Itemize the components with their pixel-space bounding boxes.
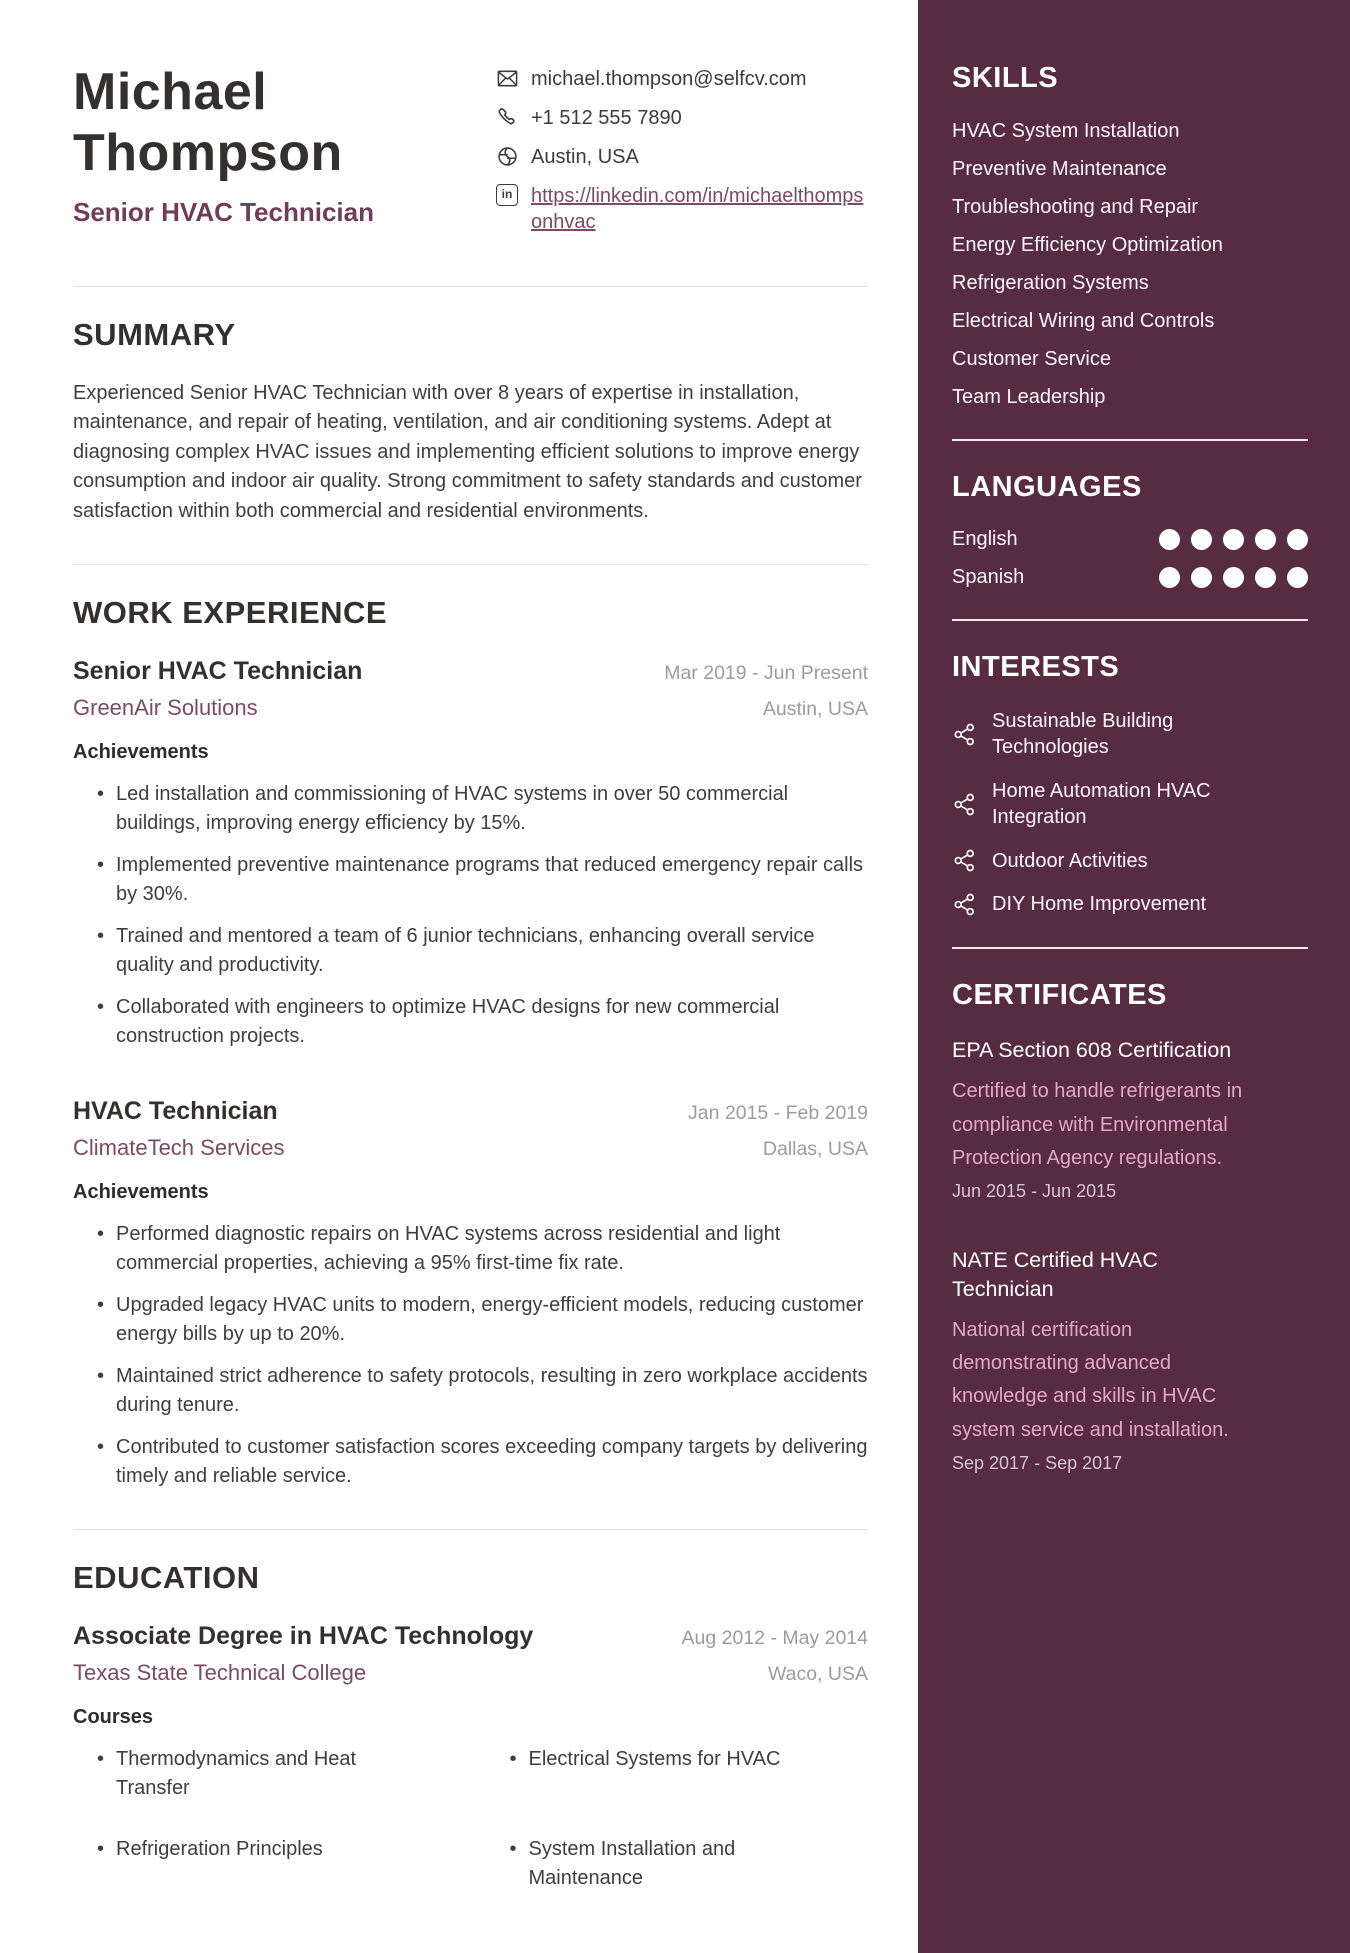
certificate-description: National certification demonstrating advanced knowledge and skills in HVAC system service and installation. [952, 1318, 1229, 1441]
interest-item [952, 778, 1308, 831]
summary-heading: SUMMARY [73, 317, 236, 352]
work-experience-heading: WORK EXPERIENCE [73, 594, 388, 630]
skill-item: HVAC System Installation [952, 120, 1180, 142]
level-dot [1223, 567, 1244, 588]
course-item: • System Installation and Maintenance [486, 1835, 831, 1893]
education-location: Waco, USA [767, 1662, 868, 1685]
languages-section [952, 471, 1308, 589]
achievement-item: • Trained and mentored a team of 6 junior technicians, enhancing overall service quality and productivity. [73, 922, 868, 980]
language-name: English [952, 528, 1018, 550]
contact-phone [496, 105, 868, 131]
level-dot [1255, 567, 1276, 588]
language-name: Spanish [952, 566, 1025, 588]
skill-list [952, 119, 1308, 409]
interest-item [952, 891, 1308, 917]
job-location: Austin, USA [762, 697, 868, 720]
education-entry [73, 1622, 868, 1893]
envelope-icon [496, 67, 519, 90]
interest-label: Sustainable Building Technologies [992, 710, 1174, 759]
education-section [73, 1529, 868, 1893]
summary-section [73, 286, 868, 526]
level-dot [1287, 567, 1308, 588]
skill-item: Team Leadership [952, 386, 1106, 408]
linkedin-icon: in [496, 184, 519, 207]
job-dates: Jan 2015 - Feb 2019 [688, 1101, 868, 1124]
phone-text: +1 512 555 7890 [531, 107, 682, 129]
job-company: ClimateTech Services [73, 1134, 285, 1160]
interest-label: Outdoor Activities [992, 849, 1148, 872]
job-company-row [73, 1135, 868, 1161]
skills-heading: SKILLS [952, 62, 1059, 94]
language-level-dots [1159, 567, 1308, 588]
job-title-row [73, 1097, 868, 1126]
level-dot [1287, 529, 1308, 550]
school-row [73, 1660, 868, 1686]
name-line-2: Thompson [73, 124, 343, 183]
candidate-job-title: Senior HVAC Technician [73, 196, 374, 227]
course-item: • Thermodynamics and Heat Transfer [73, 1745, 418, 1803]
degree-row [73, 1622, 868, 1651]
skill-item: Electrical Wiring and Controls [952, 310, 1215, 332]
achievements-label: Achievements [73, 1180, 209, 1203]
language-level-dots [1159, 529, 1308, 550]
job-title-row [73, 657, 868, 686]
sidebar [918, 0, 1350, 1953]
education-heading: EDUCATION [73, 1559, 260, 1595]
sidebar-divider [952, 947, 1308, 949]
language-row [952, 528, 1308, 551]
name-line-1: Michael [73, 63, 268, 121]
interest-label: Home Automation HVAC Integration [992, 779, 1211, 829]
achievement-item: • Implemented preventive maintenance programs that reduced emergency repair calls by 30%. [73, 851, 868, 909]
interest-item [952, 848, 1308, 874]
course-item: • Electrical Systems for HVAC [486, 1745, 831, 1803]
interest-label: DIY Home Improvement [992, 892, 1207, 915]
achievement-item: • Performed diagnostic repairs on HVAC systems across residential and light commercial properties, achieving a 95% first-time fix rate. [73, 1220, 868, 1278]
work-experience-section [73, 564, 868, 1491]
job-title: Senior HVAC Technician [73, 656, 363, 685]
globe-icon [496, 145, 519, 168]
job-entry [73, 1097, 868, 1491]
share-nodes-icon [952, 848, 977, 873]
languages-heading: LANGUAGES [952, 471, 1142, 503]
job-title: HVAC Technician [73, 1096, 278, 1125]
certificate-entry [952, 1246, 1308, 1474]
skill-item: Preventive Maintenance [952, 158, 1167, 180]
phone-icon [496, 106, 519, 129]
job-location: Dallas, USA [762, 1137, 868, 1160]
sidebar-divider [952, 439, 1308, 441]
job-company-row [73, 695, 868, 721]
achievement-list [73, 780, 868, 1051]
contact-linkedin [496, 183, 868, 235]
achievement-item: • Upgraded legacy HVAC units to modern, energy-efficient models, reducing customer energy bills by up to 20%. [73, 1291, 868, 1349]
achievement-item: • Maintained strict adherence to safety protocols, resulting in zero workplace accidents during tenure. [73, 1362, 868, 1420]
share-nodes-icon [952, 722, 977, 747]
level-dot [1223, 529, 1244, 550]
header [73, 62, 868, 248]
sidebar-divider [952, 619, 1308, 621]
level-dot [1255, 529, 1276, 550]
degree-title: Associate Degree in HVAC Technology [73, 1621, 534, 1650]
certificate-description: Certified to handle refrigerants in compliance with Environmental Protection Agency regulations. [952, 1080, 1243, 1169]
certificate-title: EPA Section 608 Certification [952, 1038, 1232, 1063]
email-text: michael.thompson@selfcv.com [531, 68, 807, 90]
certificate-title: NATE Certified HVAC Technician [952, 1247, 1158, 1301]
skill-item: Refrigeration Systems [952, 272, 1149, 294]
contact-email [496, 66, 868, 92]
certificate-entry [952, 1036, 1308, 1202]
level-dot [1159, 567, 1180, 588]
certificates-section [952, 979, 1308, 1473]
interest-item [952, 708, 1308, 761]
achievement-item: • Collaborated with engineers to optimize HVAC designs for new commercial construction projects. [73, 993, 868, 1051]
skill-item: Customer Service [952, 348, 1111, 370]
certificates-heading: CERTIFICATES [952, 979, 1167, 1012]
achievement-list [73, 1220, 868, 1491]
level-dot [1159, 529, 1180, 550]
course-list [73, 1745, 868, 1893]
interests-heading: INTERESTS [952, 651, 1120, 683]
level-dot [1191, 567, 1212, 588]
location-text: Austin, USA [531, 146, 639, 168]
school-name: Texas State Technical College [73, 1659, 367, 1685]
share-nodes-icon [952, 792, 977, 817]
name-block [73, 62, 374, 248]
job-dates: Mar 2019 - Jun Present [664, 661, 868, 684]
certificate-dates: Jun 2015 - Jun 2015 [952, 1180, 1117, 1201]
education-dates: Aug 2012 - May 2014 [681, 1626, 868, 1649]
summary-text: Experienced Senior HVAC Technician with over 8 years of expertise in installation, maintenance, and repair of heating, ventilation, and air conditioning systems. Adept at diagnosing complex HVAC issues and implementing efficient solutions to improve energy consumption and indoor air quality. Strong commitment to safety standards and customer satisfaction within both commercial and residential environments. [73, 382, 862, 522]
achievements-label: Achievements [73, 740, 209, 763]
achievement-item: • Contributed to customer satisfaction scores exceeding company targets by delivering timely and reliable service. [73, 1433, 868, 1491]
job-entry [73, 657, 868, 1051]
contact-block [496, 62, 868, 248]
course-item: • Refrigeration Principles [73, 1835, 418, 1893]
certificate-dates: Sep 2017 - Sep 2017 [952, 1452, 1123, 1473]
skills-section [952, 62, 1308, 409]
share-nodes-icon [952, 892, 977, 917]
language-row [952, 566, 1308, 589]
linkedin-link[interactable]: https://linkedin.com/in/michaelthompsonhvac [531, 185, 864, 233]
contact-location [496, 144, 868, 170]
interests-section [952, 651, 1308, 917]
candidate-name [73, 62, 374, 185]
level-dot [1191, 529, 1212, 550]
skill-item: Troubleshooting and Repair [952, 196, 1199, 218]
job-company: GreenAir Solutions [73, 694, 258, 720]
achievement-item: • Led installation and commissioning of HVAC systems in over 50 commercial buildings, improving energy efficiency by 15%. [73, 780, 868, 838]
skill-item: Energy Efficiency Optimization [952, 234, 1223, 256]
courses-label: Courses [73, 1705, 154, 1728]
